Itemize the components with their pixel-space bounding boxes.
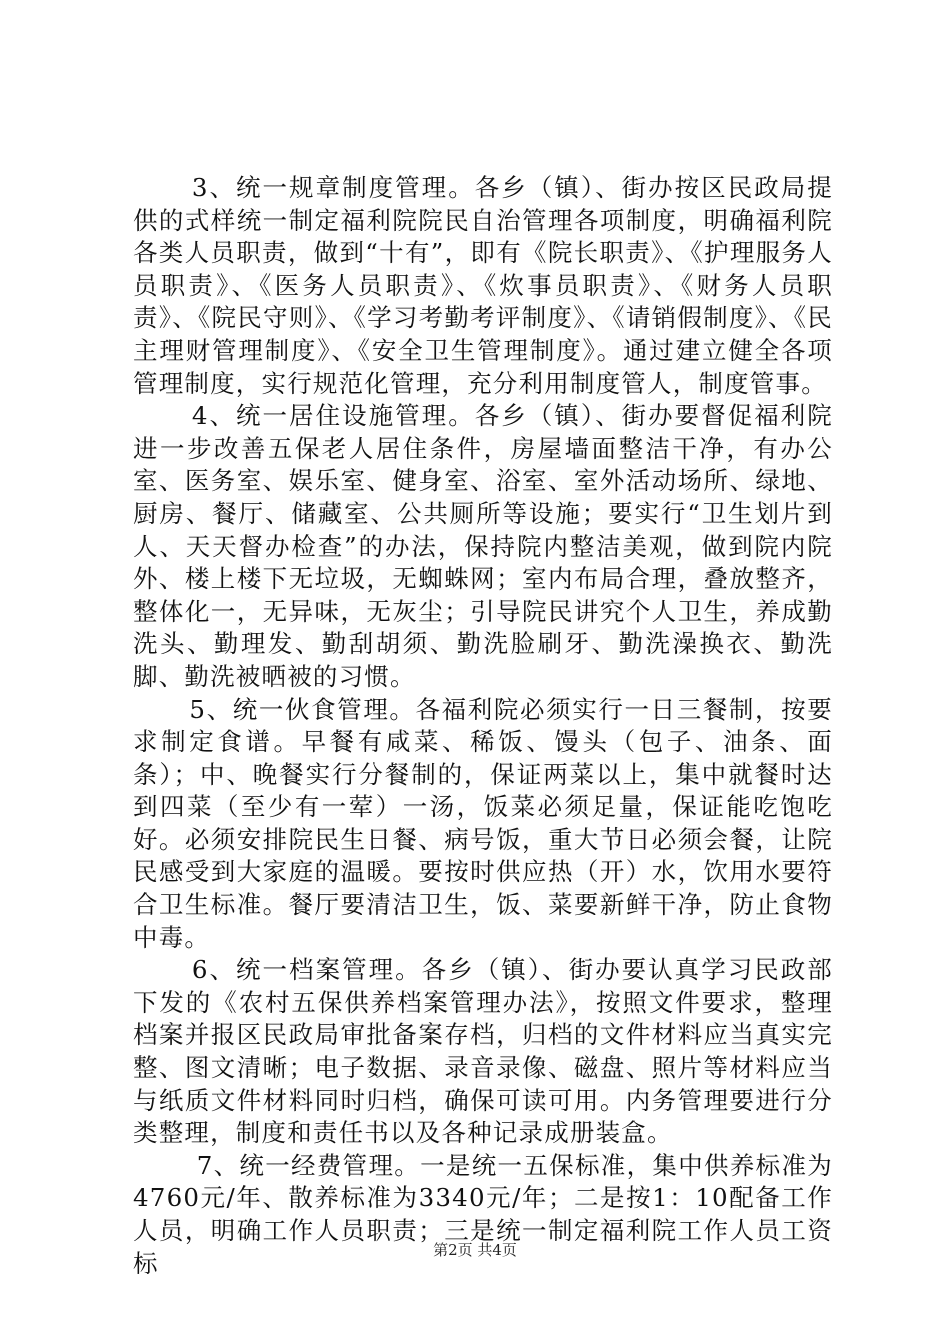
paragraph-unified-rules-management <box>133 172 833 400</box>
paragraph-unified-meal-management <box>133 694 833 955</box>
paragraph-text: 7、统一经费管理。一是统一五保标准，集中供养标准为4760元/年、散养标准为3340元/年；二是按1：10配备工作人员，明确工作人员职责；三是统一制定福利院工作人员工资标 <box>133 1150 833 1278</box>
paragraph-text: 6、统一档案管理。各乡（镇）、街办要认真学习民政部下发的《农村五保供养档案管理办法》，按照文件要求，整理档案并报区民政局审批备案存档，归档的文件材料应当真实完整、图文清晰；电子数据、录音录像、磁盘、照片等材料应当与纸质文件材料同时归档，确保可读可用。内务管理要进行分类整理，制度和责任书以及各种记录成册装盒。 <box>133 955 833 1148</box>
paragraph-indent <box>133 1151 197 1180</box>
paragraph-text: 4、统一居住设施管理。各乡（镇）、街办要督促福利院进一步改善五保老人居住条件，房屋墙面整洁干净，有办公室、医务室、娱乐室、健身室、浴室、室外活动场所、绿地、厨房、餐厅、储藏室、公共厕所等设施；要实行“卫生划片到人、天天督办检查”的办法，保持院内整洁美观，做到院内院外、楼上楼下无垃圾，无蜘蛛网；室内布局合理，叠放整齐，整体化一，无异味，无灰尘；引导院民讲究个人卫生，养成勤洗头、勤理发、勤刮胡须、勤洗脸刷牙、勤洗澡换衣、勤洗脚、勤洗被晒被的习惯。 <box>133 401 833 691</box>
paragraph-text: 3、统一规章制度管理。各乡（镇）、街办按区民政局提供的式样统一制定福利院院民自治管理各项制度，明确福利院各类人员职责，做到“十有”，即有《院长职责》、《护理服务人员职责》、《医务人员职责》、《炊事员职责》、《财务人员职责》、《院民守则》、《学习考勤考评制度》、《请销假制度》、《民主理财管理制度》、《安全卫生管理制度》。通过建立健全各项管理制度，实行规范化管理，充分利用制度管人，制度管事。 <box>133 173 833 398</box>
paragraph-unified-archive-management <box>133 954 833 1150</box>
paragraph-unified-housing-management <box>133 400 833 693</box>
document-body <box>133 172 833 1280</box>
paragraph-indent <box>133 173 192 202</box>
paragraph-indent <box>133 695 189 724</box>
paragraph-unified-funds-management <box>133 1150 833 1280</box>
paragraph-indent <box>133 401 192 430</box>
page-number-footer: 第2页 共4页 <box>433 1241 517 1259</box>
paragraph-indent <box>133 955 192 984</box>
paragraph-text: 5、统一伙食管理。各福利院必须实行一日三餐制，按要求制定食谱。早餐有咸菜、稀饭、馒头（包子、油条、面条）；中、晚餐实行分餐制的，保证两菜以上，集中就餐时达到四菜（至少有一荤）一汤，饭菜必须足量，保证能吃饱吃好。必须安排院民生日餐、病号饭，重大节日必须会餐，让院民感受到大家庭的温暖。要按时供应热（开）水，饮用水要符合卫生标准。餐厅要清洁卫生，饭、菜要新鲜干净，防止食物中毒。 <box>133 694 833 952</box>
